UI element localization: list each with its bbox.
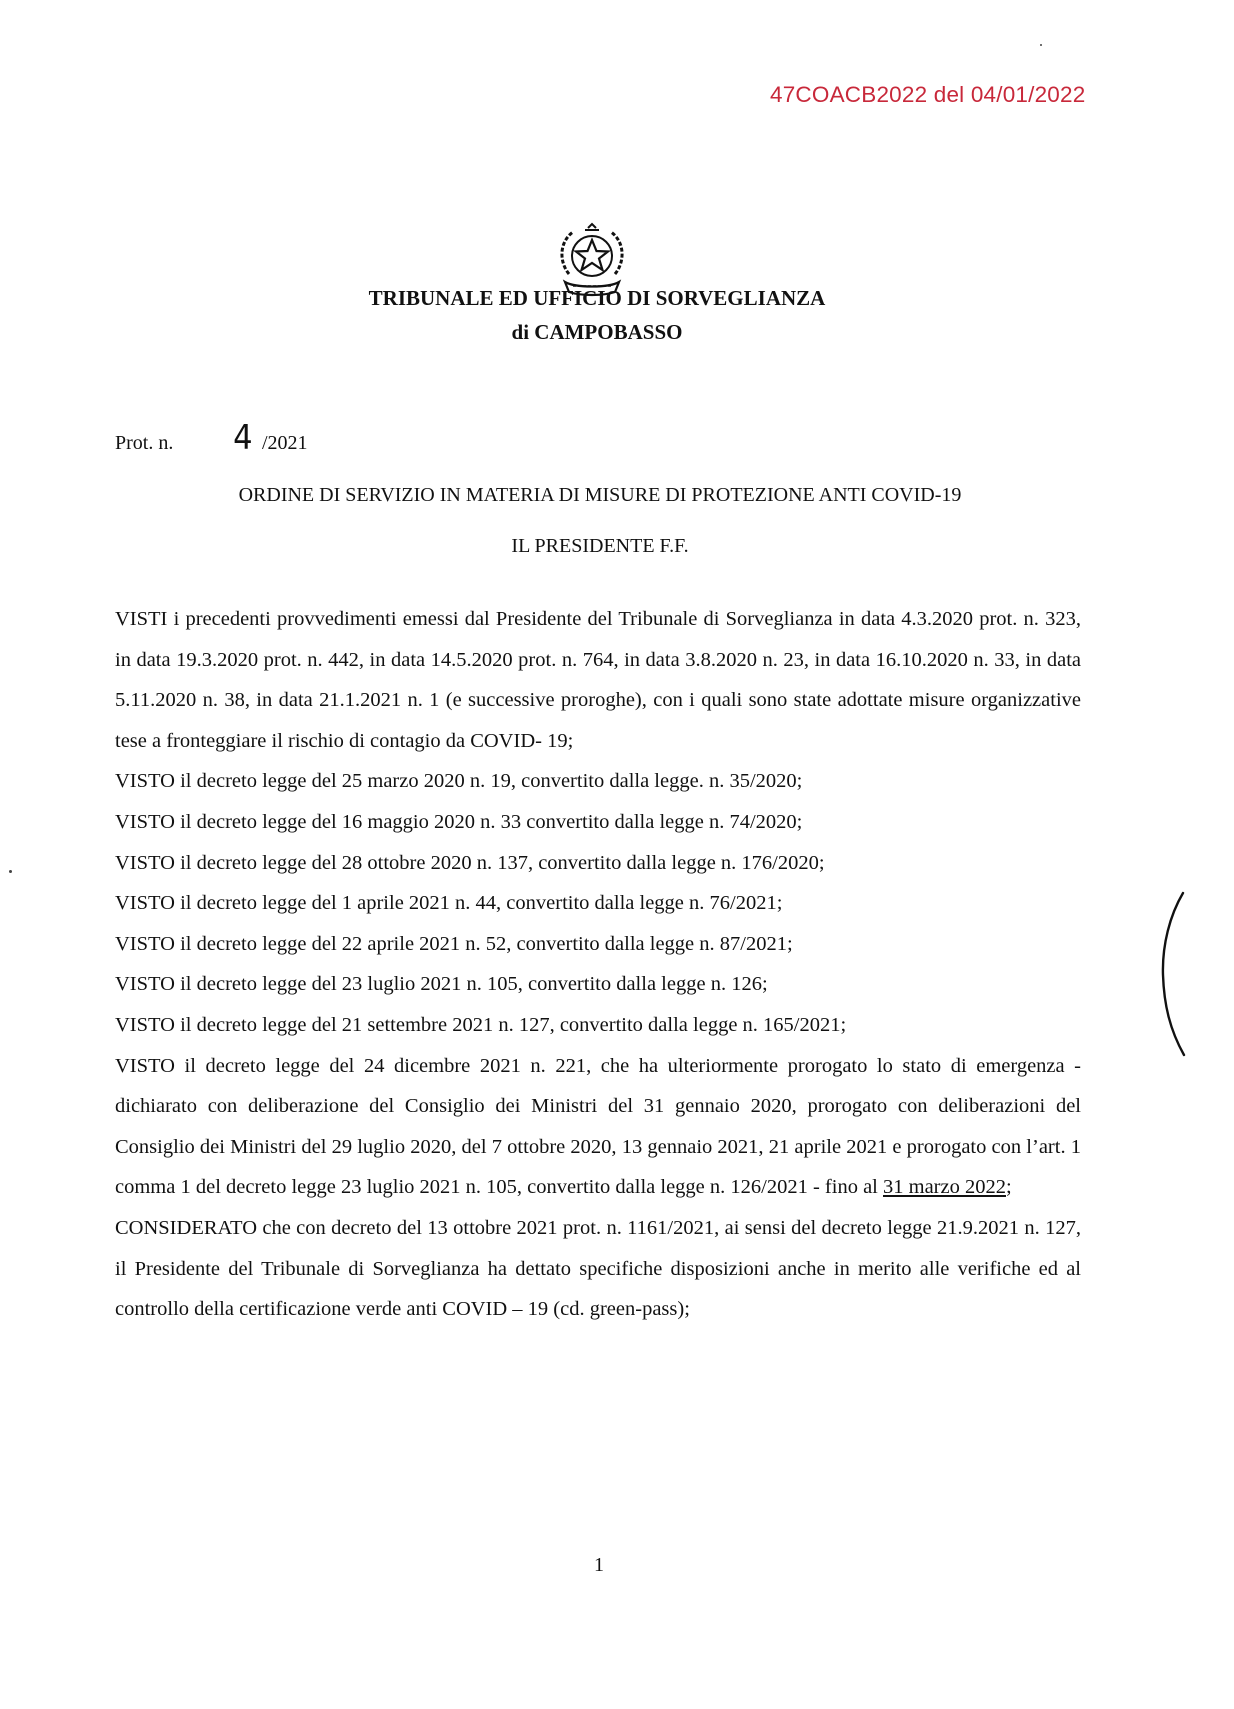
registry-stamp: 47COACB2022 del 04/01/2022 [770, 82, 1086, 107]
paragraph-visto: VISTO il decreto legge del 25 marzo 2020 n. 19, convertito dalla legge. n. 35/2020; [115, 770, 803, 793]
protocol-label: Prot. n. [115, 432, 174, 454]
page-number: 1 [594, 1554, 604, 1576]
court-name: TRIBUNALE ED UFFICIO DI SORVEGLIANZA [368, 286, 826, 310]
paragraph-emergenza-suffix: ; [1005, 1176, 1012, 1199]
paragraph-visto: VISTO il decreto legge del 21 settembre 2021 n. 127, convertito dalla legge n. 165/2021; [115, 1013, 847, 1036]
document-title: ORDINE DI SERVIZIO IN MATERIA DI MISURE DI PROTEZIONE ANTI COVID-19 [238, 484, 962, 506]
paragraph-visto: VISTO il decreto legge del 1 aprile 2021 n. 44, convertito dalla legge n. 76/2021; [115, 892, 783, 915]
paragraph-visto: VISTO il decreto legge del 22 aprile 2021 n. 52, convertito dalla legge n. 87/2021; [115, 932, 793, 955]
paragraph-visto: VISTO il decreto legge del 28 ottobre 2020 n. 137, convertito dalla legge n. 176/2020; [115, 851, 825, 874]
paragraph-emergenza [115, 1046, 1081, 1208]
paragraph-visto: VISTO il decreto legge del 16 maggio 2020 n. 33 convertito dalla legge n. 74/2020; [115, 810, 803, 833]
scan-speck [1040, 44, 1042, 46]
protocol-number-handwritten: 4 [233, 418, 253, 458]
paragraph-visto: VISTO il decreto legge del 23 luglio 2021 n. 105, convertito dalla legge n. 126; [115, 973, 768, 996]
document-subtitle: IL PRESIDENTE F.F. [511, 535, 689, 557]
scan-speck [9, 870, 12, 873]
deadline-date: 31 marzo 2022 [883, 1176, 1006, 1199]
handwritten-bracket-icon [1150, 885, 1200, 1065]
document-body [115, 599, 1081, 1330]
court-city: di CAMPOBASSO [511, 320, 683, 344]
paragraph-considerato: CONSIDERATO che con decreto del 13 ottobre 2021 prot. n. 1161/2021, ai sensi del decreto legge 21.9.2021 n. 127, il Presidente del Tribunale di Sorveglianza ha dettato specifiche disposizioni anche in merito alle verifiche ed al controllo della certificazione verde anti COVID – 19 (cd. green-pass); [115, 1216, 1081, 1321]
protocol-year: /2021 [262, 432, 308, 454]
protocol-line [115, 418, 308, 458]
paragraph-visti: VISTI i precedenti provvedimenti emessi dal Presidente del Tribunale di Sorveglianza in data 4.3.2020 prot. n. 323, in data 19.3.2020 prot. n. 442, in data 14.5.2020 prot. n. 764, in data 3.8.2020 n. 23, in data 16.10.2020 n. 33, in data 5.11.2020 n. 38, in data 21.1.2021 n. 1 (e successive proroghe), con i quali sono state adottate misure organizzative tese a fronteggiare il rischio di contagio da COVID- 19; [115, 608, 1081, 752]
paragraph-emergenza-text: VISTO il decreto legge del 24 dicembre 2021 n. 221, che ha ulteriormente prorogato lo stato di emergenza - dichiarato con deliberazione del Consiglio dei Ministri del 31 gennaio 2020, prorogato con deliberazioni del Consiglio dei Ministri del 29 luglio 2020, del 7 ottobre 2020, 13 gennaio 2021, 21 aprile 2021 e prorogato con l’art. 1 comma 1 del decreto legge 23 luglio 2021 n. 105, convertito dalla legge n. 126/2021 - fino al [115, 1054, 1081, 1199]
